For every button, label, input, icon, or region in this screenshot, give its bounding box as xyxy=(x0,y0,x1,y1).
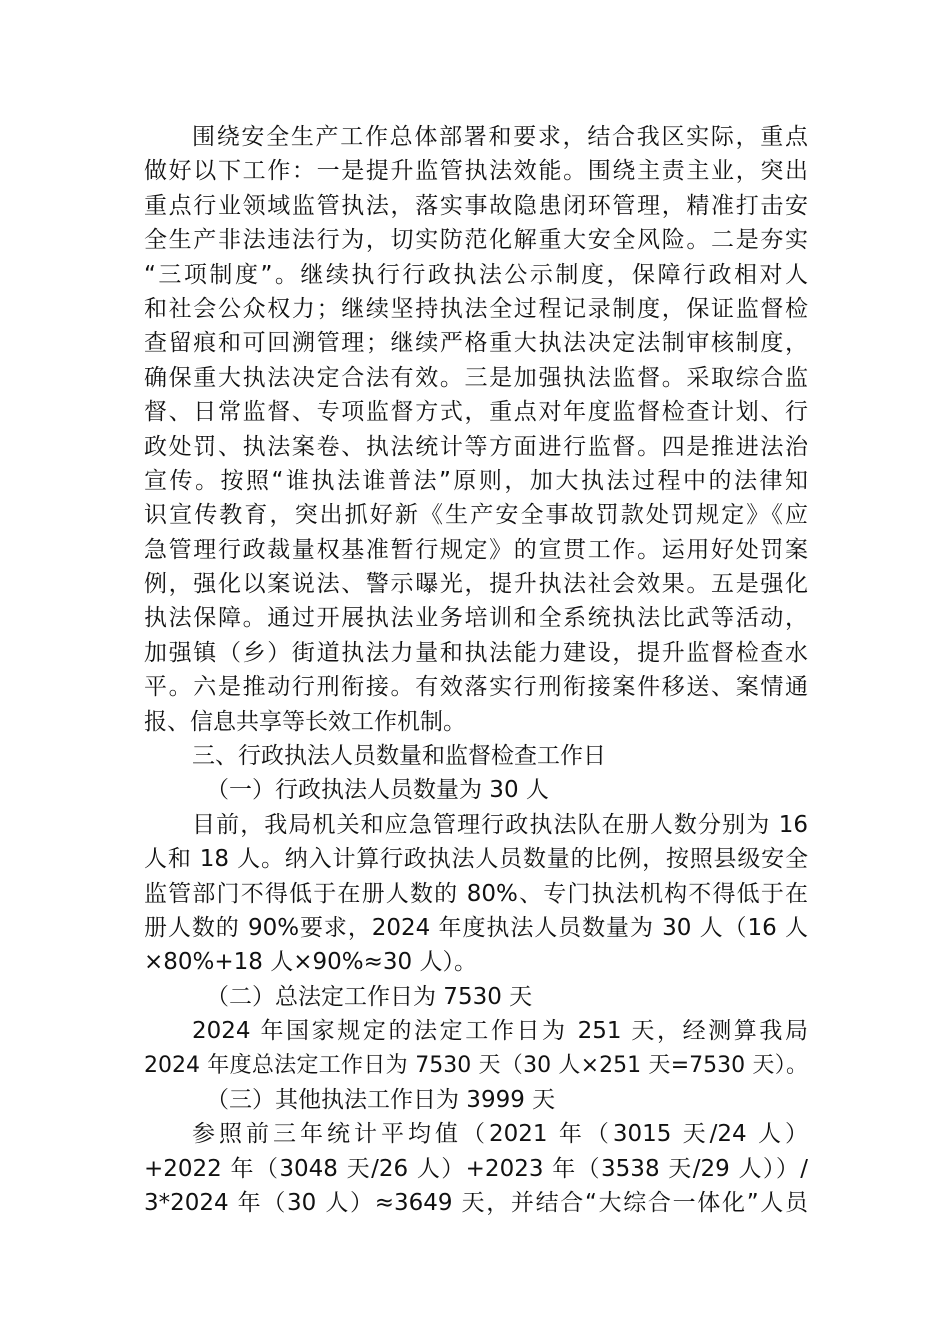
paragraph-line: +2022 年（3048 天/26 人）+2023 年（3538 天/29 人））/ xyxy=(144,1155,808,1182)
paragraph-line: 督、日常监督、专项监督方式，重点对年度监督检查计划、行 xyxy=(144,399,808,426)
document-body xyxy=(144,120,808,1221)
paragraph-line: 册人数的 90%要求，2024 年度执法人员数量为 30 人（16 人 xyxy=(144,914,808,941)
paragraph-line: 参照前三年统计平均值（2021 年（3015 天/24 人） xyxy=(192,1121,808,1148)
paragraph-line: 宣传。按照“谁执法谁普法”原则，加大执法过程中的法律知 xyxy=(144,467,808,494)
paragraph-line: 政处罚、执法案卷、执法统计等方面进行监督。四是推进法治 xyxy=(144,433,808,460)
paragraph-line: 全生产非法违法行为，切实防范化解重大安全风险。二是夯实 xyxy=(144,227,808,254)
subsection-heading: （三）其他执法工作日为 3999 天 xyxy=(206,1086,556,1113)
paragraph-line: 报、信息共享等长效工作机制。 xyxy=(144,708,466,735)
paragraph-line: 重点行业领域监管执法，落实事故隐患闭环管理，精准打击安 xyxy=(144,192,808,219)
paragraph-line: 确保重大执法决定合法有效。三是加强执法监督。采取综合监 xyxy=(144,364,808,391)
paragraph-line: 例，强化以案说法、警示曝光，提升执法社会效果。五是强化 xyxy=(144,571,808,598)
paragraph-line: 识宣传教育，突出抓好新《生产安全事故罚款处罚规定》《应 xyxy=(144,502,808,529)
subsection-heading: （二）总法定工作日为 7530 天 xyxy=(206,983,533,1010)
paragraph-line: ×80%+18 人×90%≈30 人）。 xyxy=(144,949,477,976)
paragraph-line: 执法保障。通过开展执法业务培训和全系统执法比武等活动， xyxy=(144,605,808,632)
paragraph-line: 围绕安全生产工作总体部署和要求，结合我区实际，重点 xyxy=(192,124,808,150)
paragraph-line: 2024 年度总法定工作日为 7530 天（30 人×251 天=7530 天）。 xyxy=(144,1052,808,1078)
paragraph-line: “三项制度”。继续执行行政执法公示制度，保障行政相对人 xyxy=(144,261,808,288)
paragraph-line: 2024 年国家规定的法定工作日为 251 天，经测算我局 xyxy=(192,1018,808,1045)
section-heading: 三、行政执法人员数量和监督检查工作日 xyxy=(192,743,606,770)
paragraph-line: 人和 18 人。纳入计算行政执法人员数量的比例，按照县级安全 xyxy=(144,846,808,873)
subsection-heading: （一）行政执法人员数量为 30 人 xyxy=(206,777,549,804)
paragraph-line: 加强镇（乡）街道执法力量和执法能力建设，提升监督检查水 xyxy=(144,639,808,666)
paragraph-line: 急管理行政裁量权基准暂行规定》的宣贯工作。运用好处罚案 xyxy=(144,536,808,563)
paragraph-line: 查留痕和可回溯管理；继续严格重大执法决定法制审核制度， xyxy=(144,330,808,357)
paragraph-line: 监管部门不得低于在册人数的 80%、专门执法机构不得低于在 xyxy=(144,880,808,907)
paragraph-line: 做好以下工作：一是提升监管执法效能。围绕主责主业，突出 xyxy=(144,158,808,185)
paragraph-line: 目前，我局机关和应急管理行政执法队在册人数分别为 16 xyxy=(192,811,808,838)
paragraph-line: 和社会公众权力；继续坚持执法全过程记录制度，保证监督检 xyxy=(144,295,808,322)
paragraph-line: 3*2024 年（30 人）≈3649 天，并结合“大综合一体化”人员 xyxy=(144,1190,808,1217)
paragraph-line: 平。六是推动行刑衔接。有效落实行刑衔接案件移送、案情通 xyxy=(144,674,808,701)
